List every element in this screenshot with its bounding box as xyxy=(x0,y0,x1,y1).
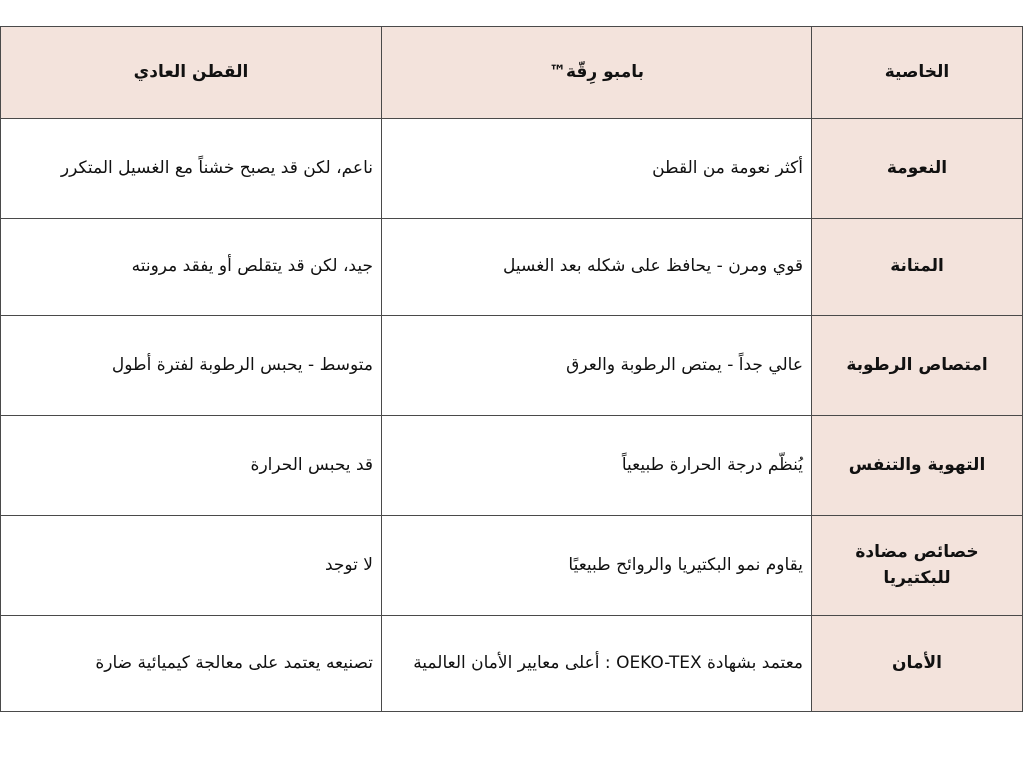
table-row xyxy=(1,316,1023,416)
row-cotton-cell: متوسط - يحبس الرطوبة لفترة أطول xyxy=(1,316,382,416)
row-property-cell: خصائص مضادة للبكتيريا xyxy=(812,516,1023,616)
row-bamboo-cell: يُنظّم درجة الحرارة طبيعياً xyxy=(382,416,812,516)
row-bamboo-cell: قوي ومرن - يحافظ على شكله بعد الغسيل xyxy=(382,219,812,316)
comparison-table xyxy=(0,26,1023,712)
row-cotton-cell: لا توجد xyxy=(1,516,382,616)
header-property: الخاصية xyxy=(812,27,1023,119)
table-row xyxy=(1,219,1023,316)
header-bamboo: بامبو رِقّة™ xyxy=(382,27,812,119)
table-row xyxy=(1,616,1023,712)
row-cotton-cell: ناعم، لكن قد يصبح خشناً مع الغسيل المتكرر xyxy=(1,119,382,219)
row-bamboo-cell: يقاوم نمو البكتيريا والروائح طبيعيًا xyxy=(382,516,812,616)
row-cotton-cell: تصنيعه يعتمد على معالجة كيميائية ضارة xyxy=(1,616,382,712)
row-bamboo-cell: عالي جداً - يمتص الرطوبة والعرق xyxy=(382,316,812,416)
row-property-cell: النعومة xyxy=(812,119,1023,219)
row-property-cell: الأمان xyxy=(812,616,1023,712)
table-row xyxy=(1,516,1023,616)
row-bamboo-cell: معتمد بشهادة OEKO-TEX : أعلى معايير الأمان العالمية xyxy=(382,616,812,712)
table-header-row xyxy=(1,27,1023,119)
table-row xyxy=(1,119,1023,219)
row-cotton-cell: قد يحبس الحرارة xyxy=(1,416,382,516)
row-bamboo-cell: أكثر نعومة من القطن xyxy=(382,119,812,219)
table-row xyxy=(1,416,1023,516)
row-property-cell: امتصاص الرطوبة xyxy=(812,316,1023,416)
header-cotton: القطن العادي xyxy=(1,27,382,119)
row-property-cell: المتانة xyxy=(812,219,1023,316)
row-property-cell: التهوية والتنفس xyxy=(812,416,1023,516)
row-cotton-cell: جيد، لكن قد يتقلص أو يفقد مرونته xyxy=(1,219,382,316)
